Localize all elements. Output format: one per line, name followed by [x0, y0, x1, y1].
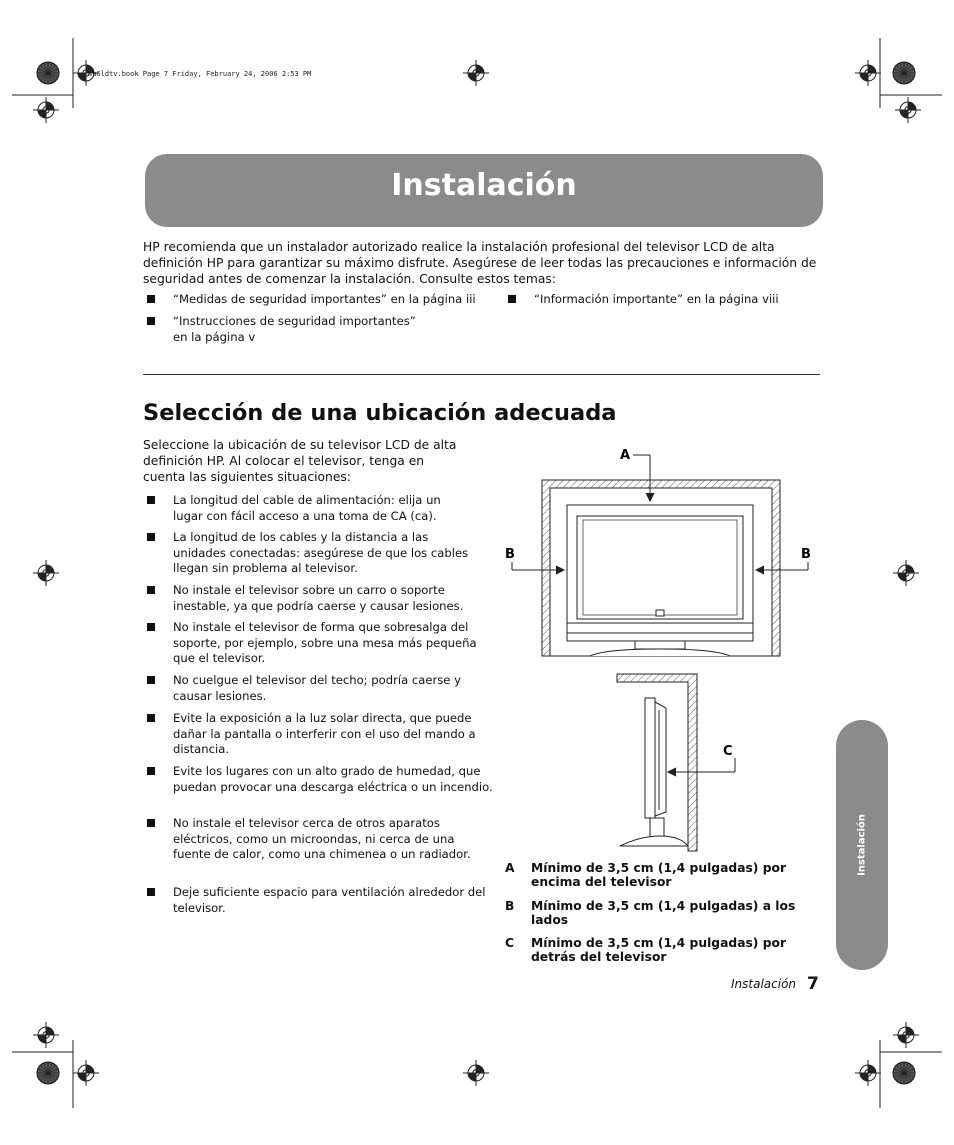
label-b-right: B	[801, 547, 811, 562]
bullet-square	[147, 767, 155, 775]
link-item[interactable]	[147, 292, 493, 308]
link-text[interactable]: “Medidas de seguridad importantes” en la página iii	[173, 292, 476, 306]
page-number: 7	[807, 974, 819, 994]
list-item-text: La longitud del cable de alimentación: elija un lugar con fácil acceso a una toma de CA (ca).	[173, 493, 441, 523]
list-item-text: No cuelgue el televisor del techo; podría caerse y causar lesiones.	[173, 673, 461, 703]
section-lead: Seleccione la ubicación de su televisor LCD de alta definición HP. Al colocar el televisor, tenga en cuenta las siguientes situaciones:	[143, 438, 457, 484]
figure-legend-item	[505, 937, 815, 967]
section-heading: Selección de una ubicación adecuada	[143, 400, 617, 426]
page-title: Instalación	[391, 168, 577, 203]
link-text[interactable]: “Información importante” en la página viii	[534, 292, 779, 306]
bullet-square	[147, 676, 155, 684]
bullet-square	[147, 714, 155, 722]
list-item-text: La longitud de los cables y la distancia a las unidades conectadas: asegúrese de que los cables llegan sin problema al televisor.	[173, 530, 469, 576]
chapter-side-tab-label: Instalación	[856, 814, 868, 876]
footer-section-label: Instalación	[731, 977, 797, 991]
bullet-square	[147, 586, 155, 594]
list-item-text: No instale el televisor cerca de otros aparatos eléctricos, como un microondas, ni cerca de una fuente de calor, como una chimenea o un radiador.	[173, 816, 471, 862]
bullet-square	[147, 819, 155, 827]
link-item[interactable]	[508, 292, 834, 308]
legend-text: Mínimo de 3,5 cm (1,4 pulgadas) a los lados	[531, 899, 796, 927]
dimension-c-marker	[668, 758, 735, 776]
bullet-square	[147, 496, 155, 504]
figure-legend-item	[505, 862, 815, 892]
list-item	[147, 673, 493, 704]
label-c: C	[723, 744, 733, 759]
tv-placement-diagram	[490, 440, 830, 855]
figure-legend-item	[505, 900, 815, 930]
label-a: A	[620, 448, 631, 463]
list-item-text: Evite los lugares con un alto grado de humedad, que puedan provocar una descarga eléctrica o un incendio.	[173, 764, 493, 794]
legend-text: Mínimo de 3,5 cm (1,4 pulgadas) por encima del televisor	[531, 861, 787, 889]
section-divider	[143, 374, 820, 375]
list-item	[147, 885, 493, 916]
list-item	[147, 583, 493, 614]
link-text[interactable]: “Instrucciones de seguridad importantes” en la página v	[173, 314, 416, 344]
list-item	[147, 620, 483, 667]
legend-text: Mínimo de 3,5 cm (1,4 pulgadas) por detrás del televisor	[531, 936, 787, 964]
tv-front-illustration	[567, 505, 753, 656]
intro-paragraph: HP recomienda que un instalador autorizado realice la instalación profesional del televisor LCD de alta definición HP para garantizar su máximo disfrute. Asegúrese de leer todas las precauciones e información de seguridad antes de comenzar la instalación. Consulte estos temas:	[143, 240, 817, 286]
list-item	[147, 816, 493, 863]
bullet-square	[147, 623, 155, 631]
bullet-square	[508, 295, 516, 303]
list-item	[147, 493, 473, 524]
link-item[interactable]	[147, 314, 433, 345]
bullet-square	[147, 533, 155, 541]
legend-letter: A	[505, 861, 515, 875]
list-item-text: Deje suficiente espacio para ventilación alrededor del televisor.	[173, 885, 486, 915]
list-item-text: No instale el televisor de forma que sobresalga del soporte, por ejemplo, sobre una mesa más pequeña que el televisor.	[173, 620, 477, 666]
list-item	[147, 711, 493, 758]
list-item-text: No instale el televisor sobre un carro o soporte inestable, ya que podría caerse y causar lesiones.	[173, 583, 464, 613]
list-item	[147, 530, 473, 577]
label-b-left: B	[505, 547, 515, 562]
bullet-square	[147, 888, 155, 896]
bullet-square	[147, 317, 155, 325]
legend-letter: B	[505, 899, 515, 913]
list-item-text: Evite la exposición a la luz solar directa, que puede dañar la pantalla o interferir con el uso del mando a distancia.	[173, 711, 476, 757]
print-header: sa6ldtv.book Page 7 Friday, February 24, 2006 2:53 PM	[88, 70, 312, 78]
bullet-square	[147, 295, 155, 303]
legend-letter: C	[505, 936, 515, 950]
list-item	[147, 764, 493, 795]
